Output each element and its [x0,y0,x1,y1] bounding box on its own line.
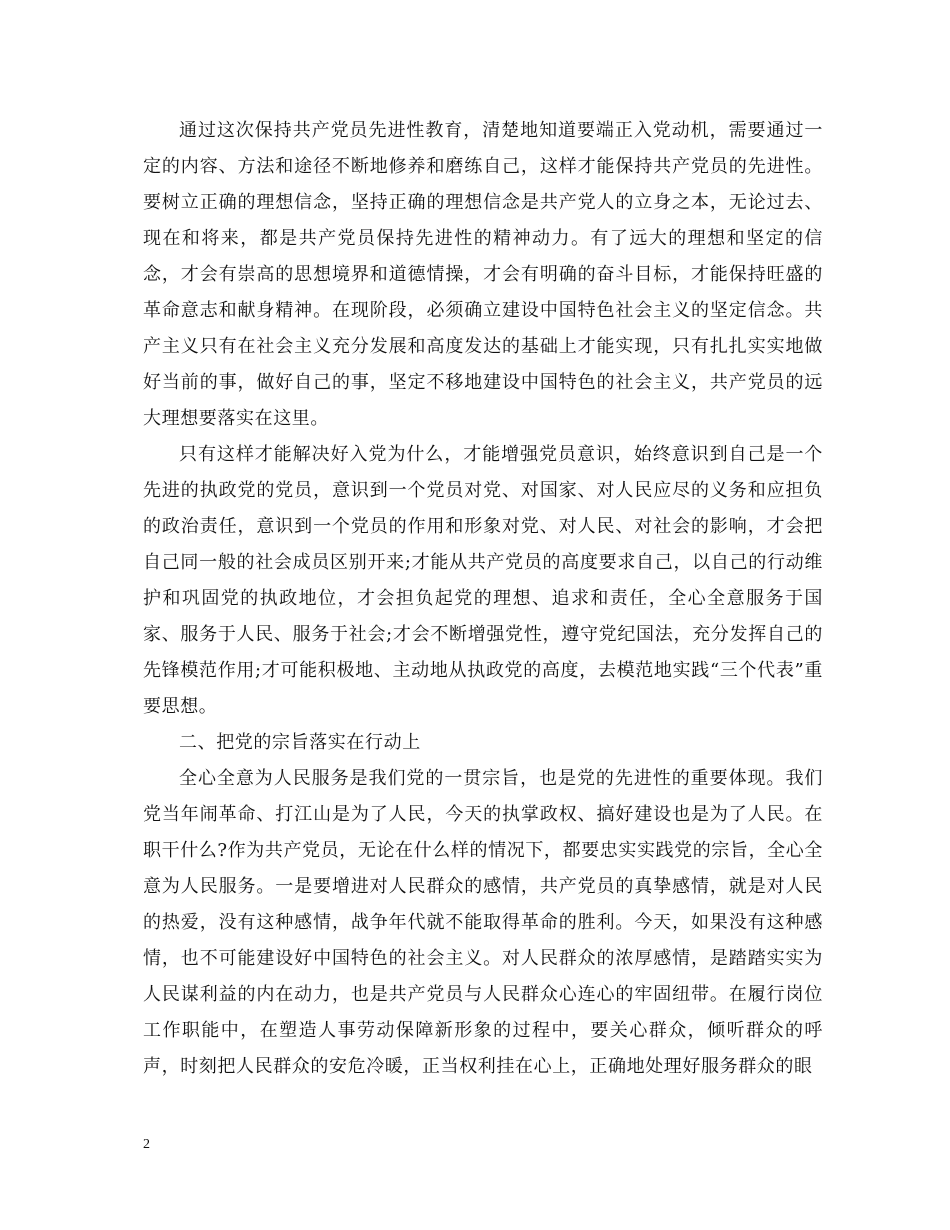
paragraph-serve-people: 全心全意为人民服务是我们党的一贯宗旨，也是党的先进性的重要体现。我们党当年闹革命、打江山是为了人民，今天的执掌政权、搞好建设也是为了人民。在职干什么?作为共产党员，无论在什么样的情况下，都要忠实实践党的宗旨，全心全意为人民服务。一是要增进对人民群众的感情，共产党员的真挚感情，就是对人民的热爱，没有这种感情，战争年代就不能取得革命的胜利。今天，如果没有这种感情，也不可能建设好中国特色的社会主义。对人民群众的浓厚感情，是踏踏实实为人民谋利益的内在动力，也是共产党员与人民群众心连心的牢固纽带。在履行岗位工作职能中，在塑造人事劳动保障新形象的过程中，要关心群众，倾听群众的呼声，时刻把人民群众的安危冷暖，正当权利挂在心上，正确地处理好服务群众的眼 [143,768,823,1077]
paragraph-party-awareness: 只有这样才能解决好入党为什么，才能增强党员意识，始终意识到自己是一个先进的执政党的党员，意识到一个党员对党、对国家、对人民应尽的义务和应担负的政治责任，意识到一个党员的作用和形象对党、对人民、对社会的影响，才会把自己同一般的社会成员区别开来;才能从共产党员的高度要求自己，以自己的行动维护和巩固党的执政地位，才会担负起党的理想、追求和责任，全心全意服务于国家、服务于人民、服务于社会;才会不断增强党性，遵守党纪国法，充分发挥自己的先锋模范作用;才可能积极地、主动地从执政党的高度，去模范地实践“三个代表”重要思想。 [143,444,823,717]
document-body [143,113,823,1085]
paragraph-party-motivation: 通过这次保持共产党员先进性教育，清楚地知道要端正入党动机，需要通过一定的内容、方法和途径不断地修养和磨练自己，这样才能保持共产党员的先进性。要树立正确的理想信念，坚持正确的理想信念是共产党人的立身之本，无论过去、现在和将来，都是共产党员保持先进性的精神动力。有了远大的理想和坚定的信念，才会有崇高的思想境界和道德情操，才会有明确的奋斗目标，才能保持旺盛的革命意志和献身精神。在现阶段，必须确立建设中国特色社会主义的坚定信念。共产主义只有在社会主义充分发展和高度发达的基础上才能实现，只有扎扎实实地做好当前的事，做好自己的事，坚定不移地建设中国特色的社会主义，共产党员的远大理想要落实在这里。 [143,120,823,429]
page-number: 2 [143,1137,150,1152]
section-heading: 二、把党的宗旨落实在行动上 [179,732,421,753]
